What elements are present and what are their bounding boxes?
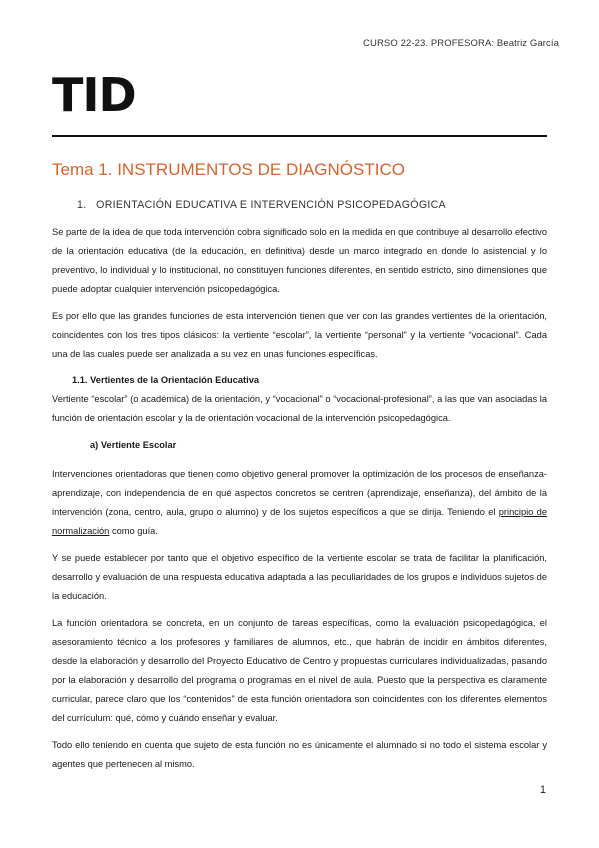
- subsubsection-heading: a) Vertiente Escolar: [90, 440, 177, 450]
- header-divider: [52, 135, 547, 137]
- document-logo: TID: [52, 68, 136, 122]
- course-header: CURSO 22-23. PROFESORA: Beatriz García: [363, 38, 559, 49]
- section-title: ORIENTACIÓN EDUCATIVA E INTERVENCIÓN PSICOPEDAGÓGICA: [96, 199, 446, 211]
- section-heading: [77, 199, 446, 211]
- paragraph-objective: Y se puede establecer por tanto que el objetivo específico de la vertiente escolar se trata de facilitar la planificación, desarrollo y evaluación de una respuesta educativa adaptada a las peculiaridades de los grupos e individuos sujetos de la educación.: [52, 553, 547, 601]
- paragraph-escolar-text: Intervenciones orientadoras que tienen como objetivo general promover la optimización de los procesos de enseñanza-aprendizaje, con independencia de en qué aspectos concretos se centren (aprendizaje, enseñanza), del ámbito de la intervención (zona, centro, aula, grupo o alumno) y de los sujetos específicos a que se dirija. Teniendo el: [52, 469, 547, 517]
- paragraph-escolar-end: como guía.: [109, 526, 158, 536]
- subsection-heading: 1.1. Vertientes de la Orientación Educativa: [72, 375, 260, 385]
- paragraph-conclusion: Todo ello teniendo en cuenta que sujeto de esta función no es únicamente el alumnado si no todo el sistema escolar y agentes que pertenecen al mismo.: [52, 740, 547, 769]
- paragraph-functions: Es por ello que las grandes funciones de esta intervención tienen que ver con las grandes vertientes de la orientación, coincidentes con los tres tipos clásicos: la vertiente “escolar”, la vertiente “personal” y la vertiente “vocacional”. Cada una de las cuales puede ser analizada a su vez en unas funciones específicas.: [52, 311, 547, 359]
- paragraph-intro: Se parte de la idea de que toda intervención cobra significado solo en la medida en que contribuye al desarrollo efectivo de la orientación educativa (de la educación, en definitiva) desde un marco integrado en donde lo asistencial y lo preventivo, lo individual y lo institucional, no constituyen funciones diferentes, en sentido estricto, sino dimensiones que puede adoptar cualquier intervención psicopedagógica.: [52, 227, 547, 294]
- page-title: Tema 1. INSTRUMENTOS DE DIAGNÓSTICO: [52, 160, 405, 179]
- document-body: [52, 223, 547, 774]
- section-number: 1.: [77, 199, 87, 211]
- normalization-link[interactable]: principio de normalización: [52, 507, 547, 536]
- page-number: 1: [539, 784, 546, 796]
- paragraph-vertientes: Vertiente “escolar” (o académica) de la orientación, y “vocacional” o “vocacional-profesional”, a las que van asociadas la función de orientación escolar y la de orientación vocacional de la intervención psicopedagógica.: [52, 394, 547, 423]
- paragraph-escolar: [52, 465, 547, 541]
- paragraph-function: La función orientadora se concreta, en un conjunto de tareas específicas, como la evaluación psicopedagógica, el asesoramiento técnico a los profesores y familiares de alumnos, etc., que habrán de incidir en ámbitos diferentes, desde la elaboración y desarrollo del Proyecto Educativo de Centro y propuestas curriculares individualizadas, pasando por la elaboración y desarrollo del programa o programas en el nivel de aula. Puesto que la perspectiva es claramente curricular, parece claro que los “contenidos” de esta función orientadora son coincidentes con los diferentes elementos del currículum: qué, cómo y cuándo enseñar y evaluar.: [52, 618, 547, 723]
